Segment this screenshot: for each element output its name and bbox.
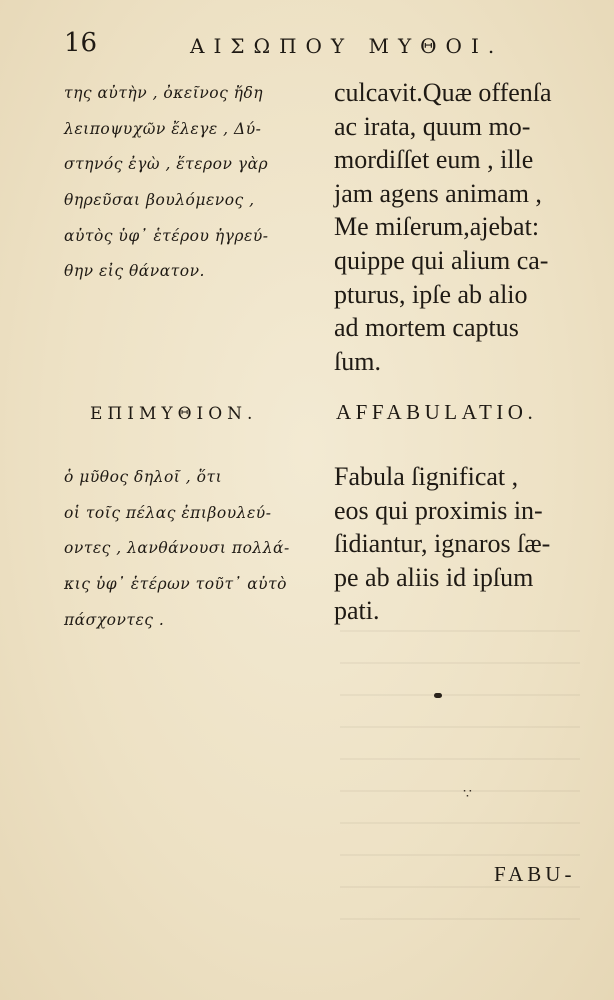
latin-line: Me miſerum,ajebat: [334, 212, 540, 242]
greek-moral-heading: ΕΠΙΜΥΘΙΟΝ. [90, 404, 258, 424]
latin-line: Fabula ſignificat , [334, 462, 519, 491]
greek-line: κις ὑφ᾽ ἑτέρων τοῦτ᾽ αὐτὸ [64, 575, 287, 594]
latin-line: pturus, ipſe ab alio [334, 279, 528, 309]
latin-line: ſidiantur, ignaros ſæ- [334, 529, 551, 559]
greek-line: της αὐτὴν , ὀκεῖνος ἤδη [64, 84, 264, 102]
page-header [64, 28, 564, 62]
latin-fable-text [334, 76, 584, 378]
latin-line: jam agens animam , [334, 178, 542, 208]
latin-line: quippe qui alium ca- [334, 245, 549, 275]
latin-line: culcavit.Quæ offenſa [334, 78, 552, 107]
latin-moral-text [334, 460, 584, 628]
latin-line: ad mortem captus [334, 313, 519, 343]
latin-line: ſum. [334, 346, 381, 376]
greek-line: οἱ τοῖς πέλας ἐπιβουλεύ- [64, 503, 272, 522]
greek-line: θηρεῦσαι βουλόμενος , [64, 191, 255, 210]
greek-line: ὁ μῦθος δηλοῖ , ὅτι [64, 468, 223, 486]
latin-line: eos qui proximis in- [334, 495, 543, 525]
latin-line: mordiſſet eum , ille [334, 145, 534, 175]
greek-line: στηνός ἐγὼ , ἕτερον γὰρ [64, 155, 269, 174]
latin-line: pe ab aliis id ipſum [334, 562, 534, 592]
greek-fable-text [64, 76, 326, 290]
catchword: FABU- [494, 862, 576, 886]
greek-line: λειποψυχῶν ἔλεγε , Δύ- [64, 119, 262, 138]
page-number: 16 [64, 28, 98, 58]
printer-ornament: ∵ [463, 786, 472, 802]
greek-line: οντες , λανθάνουσι πολλά- [64, 539, 290, 558]
ink-dot-ornament [434, 693, 442, 698]
greek-line: πάσχοντες . [64, 610, 165, 629]
latin-line: ac irata, quum mo- [334, 111, 531, 141]
running-title: ΑΙΣΩΠΟΥ ΜΥΘΟΙ. [190, 34, 504, 58]
latin-moral-heading: AFFABULATIO. [336, 400, 538, 424]
greek-line: θην εἰς θάνατον. [64, 262, 205, 281]
latin-line: pati. [334, 596, 380, 626]
greek-line: αὐτὸς ὑφ᾽ ἑτέρου ἠγρεύ- [64, 226, 269, 245]
greek-moral-text [64, 460, 326, 638]
